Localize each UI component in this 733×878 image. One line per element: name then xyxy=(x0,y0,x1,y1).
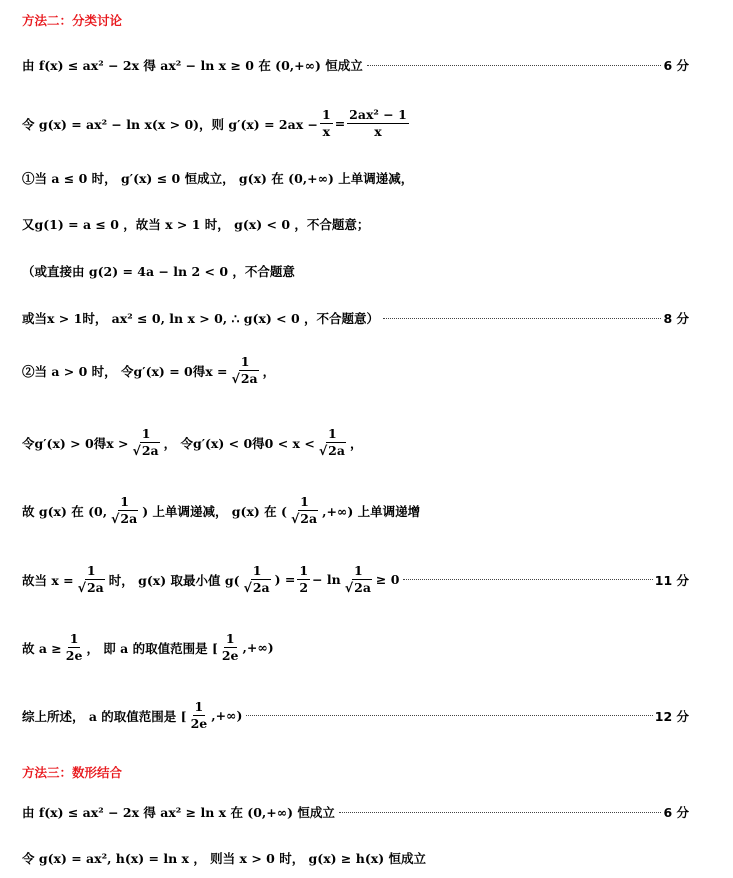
line-text: ①当 a ≤ 0 时， g′(x) ≤ 0 恒成立， g(x) 在 (0,+∞) 上单调递减， xyxy=(22,171,414,186)
fraction xyxy=(343,564,374,596)
sqrt-icon: √ xyxy=(111,511,120,527)
leader-dots xyxy=(367,65,662,66)
fraction xyxy=(64,632,85,664)
line-text: （或直接由 g(2) = 4a − ln 2 < 0 ，不合题意 xyxy=(22,264,295,279)
denominator xyxy=(230,371,261,386)
leader-dots xyxy=(383,318,661,319)
line-text: ， xyxy=(262,363,276,379)
method2-title: 方法二：分类讨论 xyxy=(22,13,123,28)
method2-line7 xyxy=(22,355,689,387)
sqrt-icon: √ xyxy=(290,511,300,527)
denominator xyxy=(343,580,374,595)
method2-line5 xyxy=(22,262,689,280)
line-text: 令 g(x) = ax², h(x) = ln x ， 则当 x > 0 时， g(x) ≥ h(x) 恒成立 xyxy=(22,851,426,866)
line-text: ， xyxy=(349,435,363,451)
line-text: 令 g(x) = ax² − ln x(x > 0)，则 g′(x) = 2ax − xyxy=(22,116,318,132)
line-text: ， 令g′(x) < 0得0 < x < xyxy=(163,435,315,451)
line-text: 或当x > 1时， ax² ≤ 0, ln x > 0, ∴ g(x) < 0 ，不合题意） xyxy=(22,311,380,326)
fraction xyxy=(347,108,409,140)
fraction xyxy=(76,564,107,596)
sqrt-icon: √ xyxy=(344,580,354,596)
leader-dots xyxy=(339,812,662,813)
denominator: 2e xyxy=(221,648,239,664)
method2-line3 xyxy=(22,169,689,187)
method2-line12 xyxy=(22,700,689,732)
sqrt-radicand: 2a xyxy=(120,511,138,527)
numerator: 1 xyxy=(320,108,333,124)
denominator xyxy=(317,443,348,458)
line-text: 故当 x = xyxy=(22,572,74,588)
fraction xyxy=(297,564,310,596)
denominator: 2 xyxy=(299,580,309,596)
numerator: 1 xyxy=(352,564,365,580)
method2-line6 xyxy=(22,309,689,327)
line-text: = xyxy=(334,116,346,132)
sqrt-radicand: 2a xyxy=(300,511,318,527)
method2-line9 xyxy=(22,495,689,527)
numerator: 1 xyxy=(140,427,153,443)
line-text: ,+∞) xyxy=(211,708,243,724)
method2-line4 xyxy=(22,215,689,233)
fraction xyxy=(130,427,161,459)
line-text: ,+∞) xyxy=(242,640,274,656)
line-text: 由 f(x) ≤ ax² − 2x 得 ax² ≥ ln x 在 (0,+∞) 恒成立 xyxy=(22,805,335,820)
denominator: 2e xyxy=(190,716,208,732)
method2-line8 xyxy=(22,427,689,459)
method2-line10 xyxy=(22,564,689,596)
leader-dots xyxy=(246,715,652,716)
denominator: x xyxy=(322,124,331,140)
sqrt-icon: √ xyxy=(318,443,328,459)
score-label: 6 分 xyxy=(663,58,689,73)
numerator: 1 xyxy=(193,700,206,716)
denominator xyxy=(130,443,161,458)
numerator: 1 xyxy=(118,495,131,511)
leader-dots xyxy=(403,579,652,580)
sqrt-radicand: 2a xyxy=(240,371,258,387)
score-label: 6 分 xyxy=(663,805,689,820)
line-text: 令g′(x) > 0得x > xyxy=(22,435,129,451)
numerator: 1 xyxy=(298,495,311,511)
score-label: 12 分 xyxy=(654,708,689,724)
sqrt-icon: √ xyxy=(132,443,141,459)
method2-line1 xyxy=(22,56,689,74)
sqrt-radicand: 2a xyxy=(252,580,270,596)
numerator: 1 xyxy=(251,564,264,580)
numerator: 2ax² − 1 xyxy=(347,108,409,124)
line-text: − ln xyxy=(312,572,341,588)
line-text: ②当 a > 0 时， 令g′(x) = 0得x = xyxy=(22,363,228,379)
fraction xyxy=(320,108,333,140)
sqrt-radicand: 2a xyxy=(354,580,371,596)
line-text: ≥ 0 xyxy=(375,572,400,588)
numerator: 1 xyxy=(68,632,81,648)
numerator: 1 xyxy=(224,632,237,648)
fraction xyxy=(230,355,261,387)
fraction xyxy=(317,427,348,459)
sqrt-icon: √ xyxy=(231,371,240,387)
line-text: ) 上单调递减， g(x) 在 ( xyxy=(142,503,287,519)
sqrt-radicand: 2a xyxy=(86,580,104,596)
denominator: x xyxy=(374,124,382,140)
fraction xyxy=(109,495,140,527)
method3-title: 方法三：数形结合 xyxy=(22,765,123,780)
numerator: 1 xyxy=(239,355,252,371)
score-label: 8 分 xyxy=(663,311,689,326)
line-text: 故 a ≥ xyxy=(22,640,62,656)
method2-line11 xyxy=(22,632,689,664)
line-text: 由 f(x) ≤ ax² − 2x 得 ax² − ln x ≥ 0 在 (0,+∞) 恒成立 xyxy=(22,58,363,73)
line-text: ) = xyxy=(274,572,296,588)
numerator: 1 xyxy=(326,427,339,443)
line-text: ,+∞) 上单调递增 xyxy=(322,503,421,519)
fraction xyxy=(289,495,320,527)
sqrt-icon: √ xyxy=(243,580,252,596)
method3-line2 xyxy=(22,849,689,867)
method2-title-row xyxy=(22,11,689,29)
method2-line2 xyxy=(22,108,689,140)
method3-title-row xyxy=(22,763,689,781)
denominator: 2e xyxy=(65,648,83,664)
method3-line1 xyxy=(22,803,689,821)
fraction xyxy=(220,632,241,664)
sqrt-radicand: 2a xyxy=(328,443,345,459)
line-text: 又g(1) = a ≤ 0 ，故当 x > 1 时， g(x) < 0 ，不合题意； xyxy=(22,217,370,232)
numerator: 1 xyxy=(85,564,98,580)
denominator xyxy=(242,580,273,595)
numerator: 1 xyxy=(297,564,310,580)
line-text: 故 g(x) 在 (0, xyxy=(22,503,108,519)
fraction xyxy=(189,700,210,732)
denominator xyxy=(109,511,140,526)
line-text: ， 即 a 的取值范围是 [ xyxy=(86,640,218,656)
denominator xyxy=(289,511,320,526)
sqrt-radicand: 2a xyxy=(141,443,159,459)
denominator xyxy=(76,580,107,595)
line-text: 综上所述， a 的取值范围是 [ xyxy=(22,708,187,724)
sqrt-icon: √ xyxy=(77,580,86,596)
fraction xyxy=(242,564,273,596)
score-label: 11 分 xyxy=(654,572,689,588)
line-text: 时， g(x) 取最小值 g( xyxy=(108,572,240,588)
